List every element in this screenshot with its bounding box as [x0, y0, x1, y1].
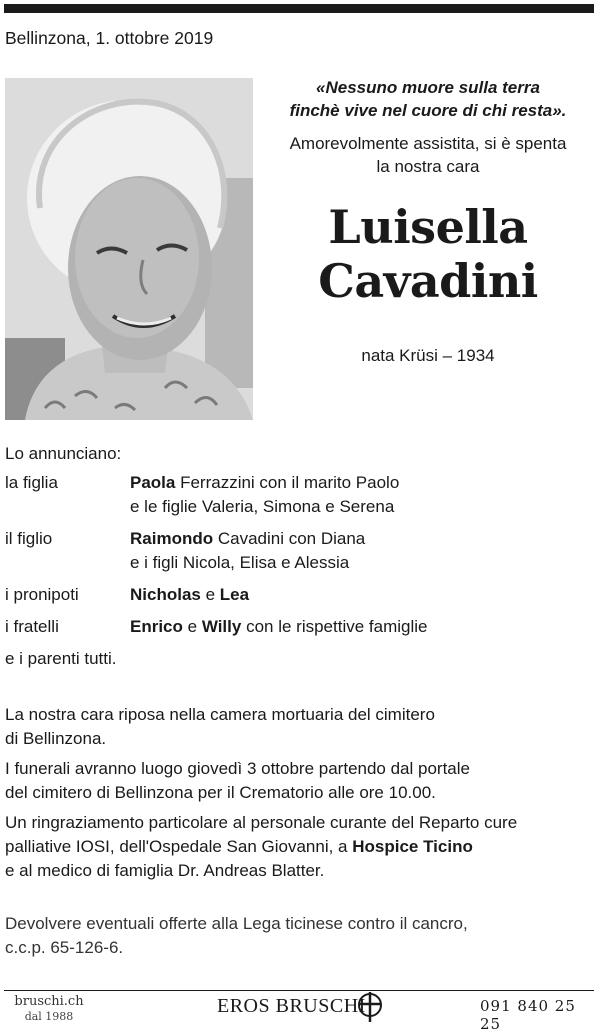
relation-label: la figlia — [5, 473, 58, 492]
quote-line-1: «Nessuno muore sulla terra — [316, 78, 540, 97]
quote-line-2: finchè vive nel cuore di chi resta». — [289, 101, 567, 120]
funeral-line-2: del cimitero di Bellinzona per il Crematorio alle ore 10.00. — [5, 783, 436, 802]
footer-rule — [4, 990, 594, 991]
birth-info: nata Krüsi – 1934 — [361, 346, 495, 365]
relation-label: i pronipoti — [5, 585, 79, 604]
intro-text — [262, 132, 594, 178]
deceased-first-name: Luisella — [328, 200, 528, 254]
relative-text: Cavadini con Diana — [213, 529, 366, 548]
relative-entry — [130, 583, 590, 607]
donation-line-2: c.c.p. 65-126-6. — [5, 938, 124, 957]
brand-cross-icon — [356, 992, 384, 1027]
rest-paragraph — [5, 703, 595, 751]
thanks-line-3: e al medico di famiglia Dr. Andreas Blatter. — [5, 861, 325, 880]
relative-text: e le figlie Valeria, Simona e Serena — [130, 497, 395, 516]
funeral-line-1: I funerali avranno luogo giovedì 3 ottobre partendo dal portale — [5, 759, 470, 778]
relative-name: Paola — [130, 473, 176, 492]
relation-label: il figlio — [5, 529, 53, 548]
relatives-closing: e i parenti tutti. — [5, 649, 117, 668]
intro-line-1: Amorevolmente assistita, si è spenta — [289, 134, 567, 153]
footer-since: dal 1988 — [24, 1010, 74, 1023]
relative-name: Willy — [201, 617, 242, 636]
footer-brand: EROS BRUSCHI — [217, 995, 366, 1017]
relative-entry — [130, 527, 590, 575]
relative-entry — [130, 615, 590, 639]
quote — [262, 76, 594, 122]
footer-phone: 091 840 25 25 — [480, 997, 576, 1033]
relative-name: Enrico — [130, 617, 183, 636]
donation-line-1: Devolvere eventuali offerte alla Lega ticinese contro il cancro, — [5, 914, 468, 933]
relative-entry — [130, 471, 590, 519]
footer-site: bruschi.ch — [14, 994, 84, 1009]
thanks-paragraph — [5, 811, 595, 883]
rest-line-2: di Bellinzona. — [5, 729, 107, 748]
relative-name: Raimondo — [130, 529, 214, 548]
thanks-line-2: palliative IOSI, dell'Ospedale San Giovanni, a — [5, 837, 353, 856]
intro-line-2: la nostra cara — [376, 157, 480, 176]
deceased-name — [262, 200, 594, 308]
announcement-heading: Lo annunciano: — [5, 444, 122, 463]
relative-text: e — [182, 617, 202, 636]
top-rule — [4, 4, 594, 13]
donation-paragraph — [5, 912, 595, 960]
relative-text: con le rispettive famiglie — [241, 617, 428, 636]
relation-label: i fratelli — [5, 617, 59, 636]
funeral-paragraph — [5, 757, 595, 805]
relative-text: Ferrazzini con il marito Paolo — [175, 473, 400, 492]
thanks-line-1: Un ringraziamento particolare al personale curante del Reparto cure — [5, 813, 518, 832]
place-date: Bellinzona, 1. ottobre 2019 — [5, 28, 214, 48]
relative-name: Nicholas — [130, 585, 201, 604]
deceased-last-name: Cavadini — [318, 254, 538, 308]
portrait-photo — [5, 78, 253, 420]
hospice-name: Hospice Ticino — [352, 837, 473, 856]
relative-text: e i figli Nicola, Elisa e Alessia — [130, 553, 350, 572]
relative-name: Lea — [219, 585, 250, 604]
relative-text: e — [200, 585, 220, 604]
rest-line-1: La nostra cara riposa nella camera mortuaria del cimitero — [5, 705, 435, 724]
